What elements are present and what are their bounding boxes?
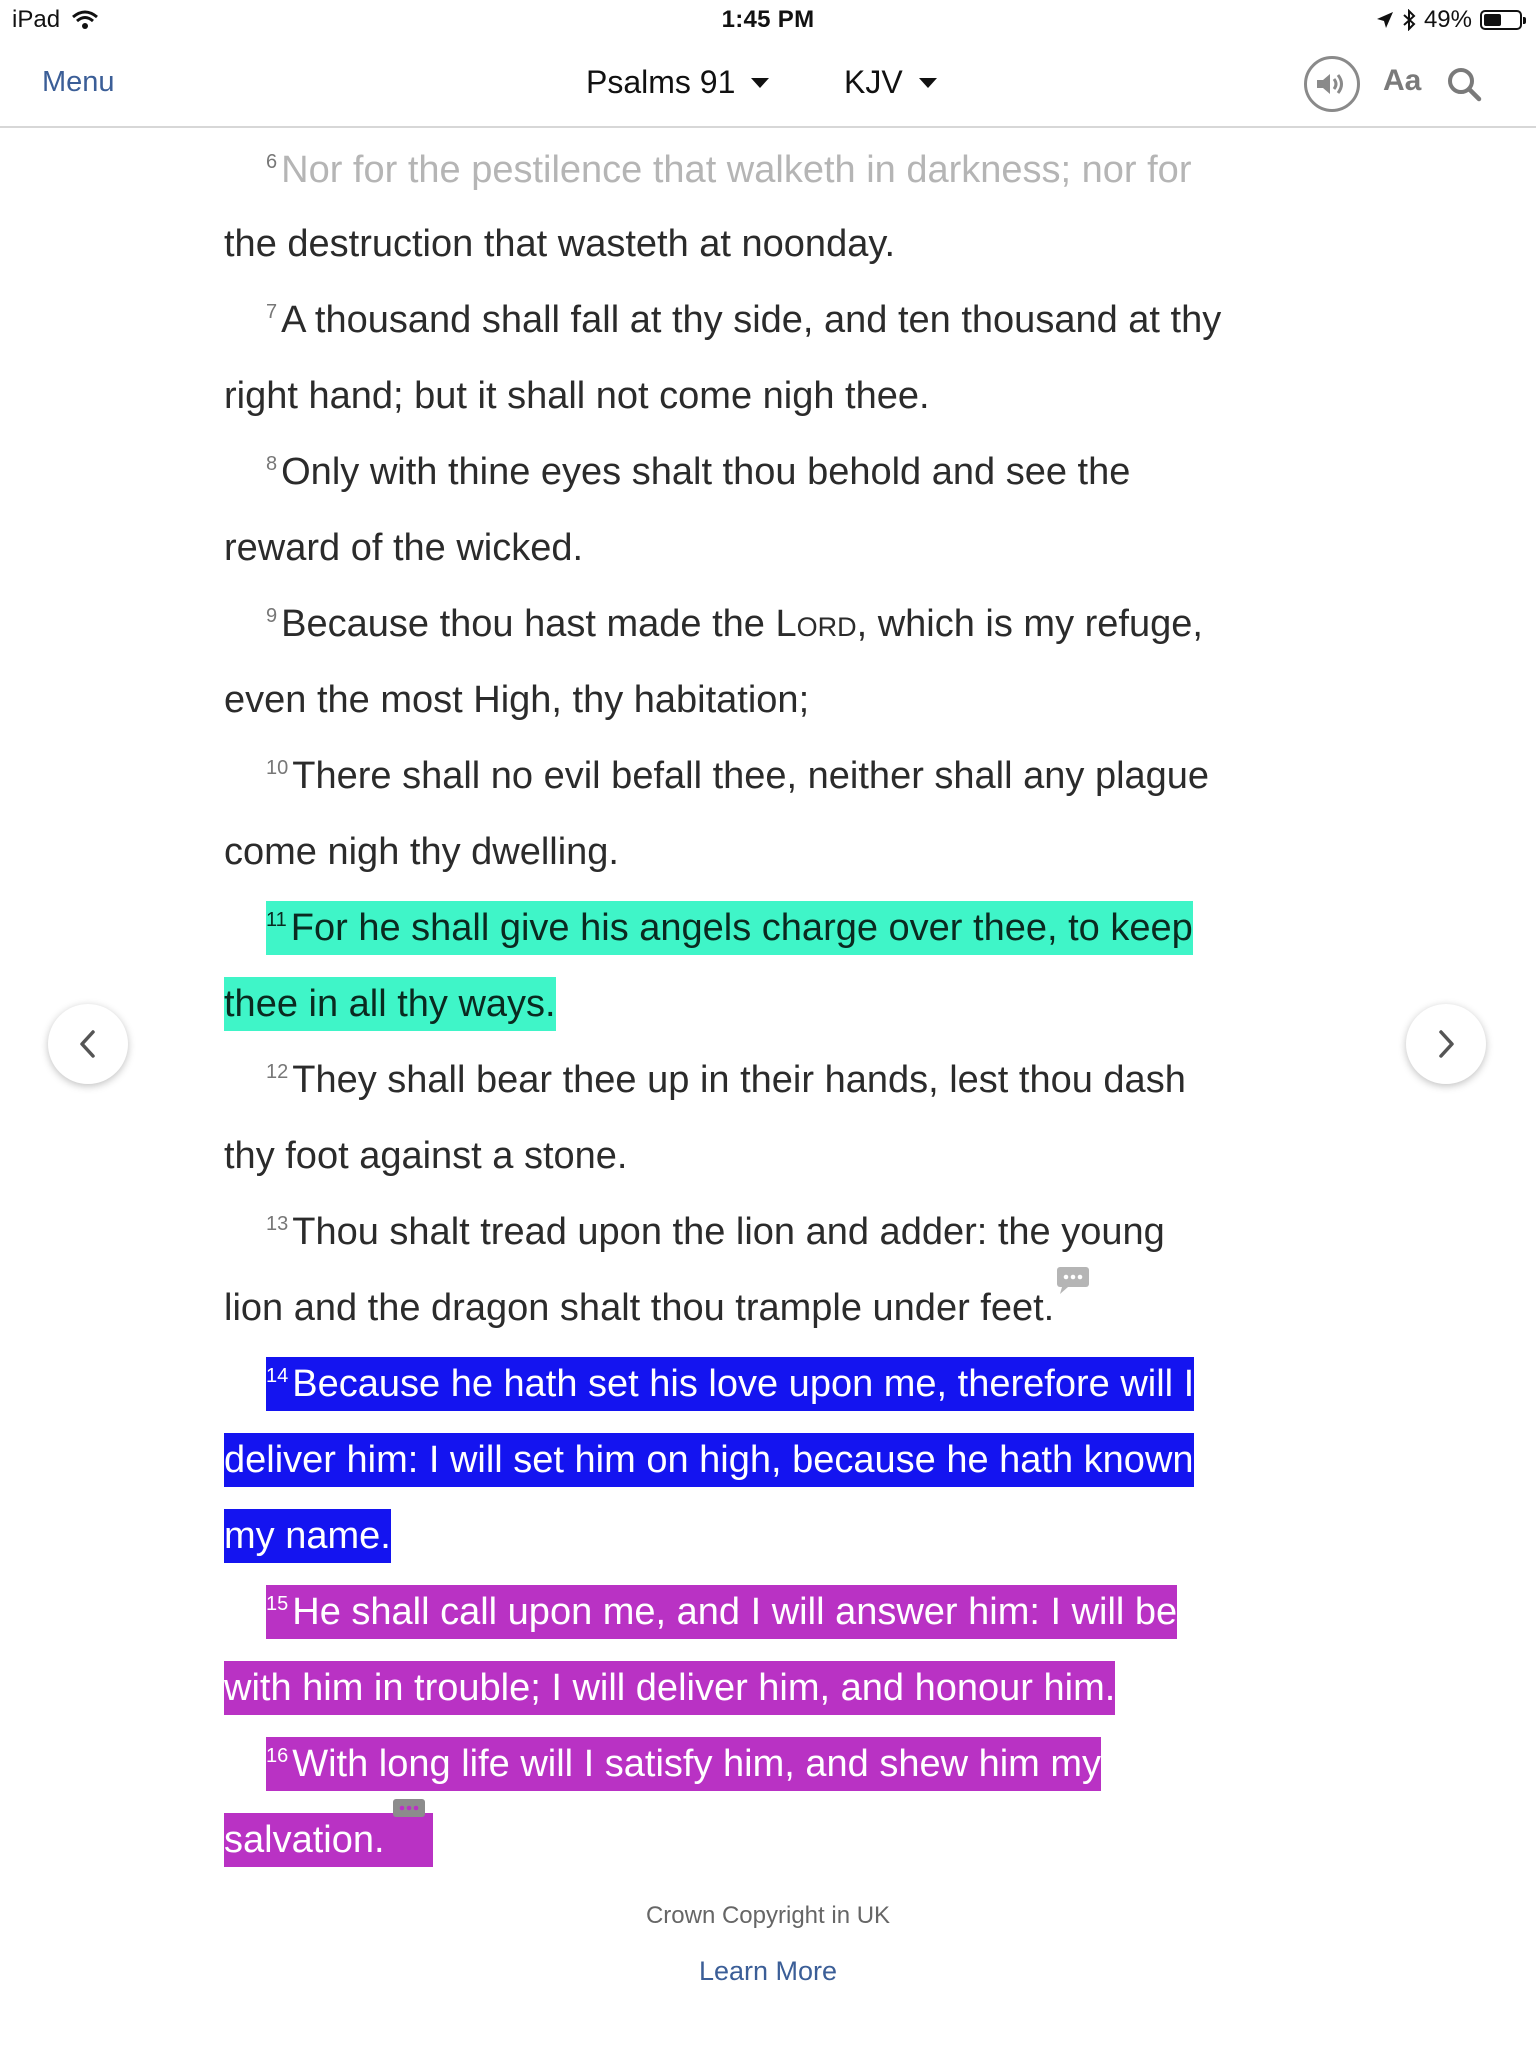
- verse-9-line-2[interactable]: even the most High, thy habitation;: [224, 679, 810, 721]
- verse-number: 11: [266, 909, 287, 931]
- version-label: KJV: [844, 64, 903, 100]
- device-name: iPad: [12, 6, 61, 33]
- lord-smallcaps: Lord: [775, 603, 857, 645]
- battery-icon: [1480, 10, 1522, 30]
- verse-number: 12: [266, 1061, 289, 1083]
- next-chapter-button[interactable]: [1406, 1004, 1486, 1084]
- learn-more-link[interactable]: Learn More: [698, 1956, 838, 1986]
- highlight-blue: my name.: [224, 1509, 391, 1563]
- verse-9-line-1[interactable]: $^9$ Because thou hast made the Lord, which is my refuge,: [266, 603, 1203, 645]
- highlight-purple: with him in trouble; I will deliver him, and honour him.: [224, 1661, 1115, 1715]
- highlight-purple: salvation.: [224, 1813, 433, 1867]
- highlight-purple: $^{16}$ With long life will I satisfy him, and shew him my: [266, 1737, 1101, 1791]
- note-icon[interactable]: [1056, 1266, 1090, 1296]
- copyright-notice: Crown Copyright in UK: [645, 1902, 891, 1929]
- verse-14-line-1[interactable]: [224, 1346, 1328, 1422]
- verse-11-line-1[interactable]: [224, 890, 1328, 966]
- verse-8-line-1[interactable]: $^8$ Only with thine eyes shalt thou behold and see the: [266, 451, 1131, 493]
- status-bar: [0, 0, 1536, 42]
- bluetooth-icon: [1402, 9, 1416, 31]
- verse-number: 13: [266, 1213, 289, 1235]
- clock: 1:45 PM: [721, 6, 815, 33]
- verse-15-line-2[interactable]: [224, 1650, 1328, 1726]
- verse-13-line-1[interactable]: $^{13}$ Thou shalt tread upon the lion and adder: the young: [266, 1211, 1165, 1253]
- battery-percent: 49%: [1423, 6, 1472, 33]
- search-button[interactable]: [1446, 66, 1482, 107]
- highlight-green: $^{11}$ For he shall give his angels charge over thee, to keep: [266, 901, 1193, 955]
- verse-7-line-2[interactable]: right hand; but it shall not come nigh thee.: [224, 375, 930, 417]
- location-arrow-icon: [1376, 11, 1394, 29]
- verse-13-line-2[interactable]: lion and the dragon shalt thou trample under feet.: [224, 1270, 1328, 1346]
- chevron-left-icon: [76, 1028, 100, 1060]
- verse-12-line-2[interactable]: thy foot against a stone.: [224, 1135, 628, 1177]
- verse-number: 15: [266, 1593, 289, 1615]
- verse-10-line-1[interactable]: $^{10}$ There shall no evil befall thee, neither shall any plague: [266, 755, 1210, 797]
- verse-number: 8: [266, 453, 278, 475]
- book-chapter-label: Psalms 91: [586, 64, 736, 100]
- verse-12-line-1[interactable]: $^{12}$ They shall bear thee up in their hands, lest thou dash: [266, 1059, 1186, 1101]
- highlight-purple: $^{15}$ He shall call upon me, and I will answer him: I will be: [266, 1585, 1177, 1639]
- verse-number: 14: [266, 1365, 289, 1387]
- verse-number: 10: [266, 757, 289, 779]
- chapter-text: [224, 134, 1328, 1878]
- verse-8-line-2[interactable]: reward of the wicked.: [224, 527, 584, 569]
- nav-bar: [0, 42, 1536, 128]
- verse-number: 7: [266, 301, 278, 323]
- verse-11-line-2[interactable]: [224, 966, 1328, 1042]
- caret-down-icon: [919, 78, 937, 88]
- highlight-blue: deliver him: I will set him on high, because he hath known: [224, 1433, 1194, 1487]
- note-icon[interactable]: [387, 1798, 433, 1828]
- verse-10-line-2[interactable]: come nigh thy dwelling.: [224, 831, 619, 873]
- battery-level: [1484, 14, 1501, 26]
- book-chapter-selector[interactable]: [586, 64, 769, 101]
- verse-6-line-1[interactable]: $^6$ Nor for the pestilence that walketh in darkness; nor for: [266, 149, 1192, 191]
- verse-number: 9: [266, 605, 278, 627]
- verse-14-line-3[interactable]: [224, 1498, 1328, 1574]
- version-selector[interactable]: [844, 64, 937, 101]
- verse-number: 6: [266, 151, 278, 173]
- verse-16-line-1[interactable]: [224, 1726, 1328, 1802]
- highlight-blue: $^{14}$ Because he hath set his love upon me, therefore will I: [266, 1357, 1194, 1411]
- audio-button[interactable]: [1304, 56, 1360, 112]
- verse-14-line-2[interactable]: [224, 1422, 1328, 1498]
- verse-16-line-2[interactable]: [224, 1802, 1328, 1878]
- verse-15-line-1[interactable]: [224, 1574, 1328, 1650]
- verse-7-line-1[interactable]: $^7$ A thousand shall fall at thy side, and ten thousand at thy: [266, 299, 1222, 341]
- speaker-icon: [1315, 71, 1349, 97]
- menu-button[interactable]: Menu: [42, 66, 115, 98]
- verse-number: 16: [266, 1745, 289, 1767]
- verse-6-line-2[interactable]: the destruction that wasteth at noonday.: [224, 223, 896, 265]
- search-icon: [1446, 66, 1482, 102]
- previous-chapter-button[interactable]: [48, 1004, 128, 1084]
- highlight-green: thee in all thy ways.: [224, 977, 556, 1031]
- font-settings-button[interactable]: Aa: [1383, 64, 1422, 97]
- chevron-right-icon: [1434, 1028, 1458, 1060]
- caret-down-icon: [751, 78, 769, 88]
